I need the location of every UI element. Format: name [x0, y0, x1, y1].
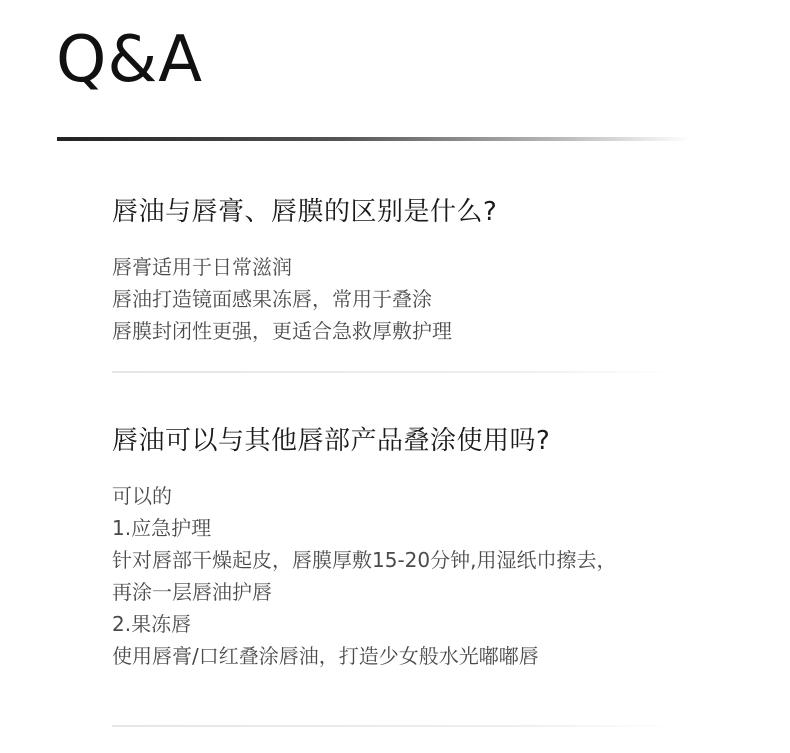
- qa-item-1: [112, 193, 692, 347]
- answer-2: [112, 480, 692, 672]
- answer-2-line-5: 2.果冻唇: [112, 612, 192, 636]
- answer-2-line-4: 再涂一层唇油护唇: [112, 580, 272, 604]
- page-title: Q&A: [56, 23, 204, 97]
- answer-2-line-2: 1.应急护理: [112, 516, 212, 540]
- section-divider-1: [112, 371, 680, 373]
- answer-1-line-1: 唇膏适用于日常滋润: [112, 255, 292, 279]
- answer-2-line-1: 可以的: [112, 484, 172, 508]
- question-2: 唇油可以与其他唇部产品叠涂使用吗?: [112, 426, 551, 456]
- answer-2-line-3: 针对唇部干燥起皮，唇膜厚敷15-20分钟,用湿纸巾擦去，: [112, 548, 617, 572]
- answer-1: [112, 251, 692, 347]
- question-1: 唇油与唇膏、唇膜的区别是什么?: [112, 197, 498, 227]
- answer-1-line-3: 唇膜封闭性更强，更适合急救厚敷护理: [112, 319, 452, 343]
- section-divider-2: [112, 725, 680, 727]
- title-underline: [57, 137, 690, 141]
- answer-2-line-6: 使用唇膏/口红叠涂唇油，打造少女般水光嘟嘟唇: [112, 644, 539, 668]
- answer-1-line-2: 唇油打造镜面感果冻唇，常用于叠涂: [112, 287, 432, 311]
- qa-item-2: [112, 422, 692, 672]
